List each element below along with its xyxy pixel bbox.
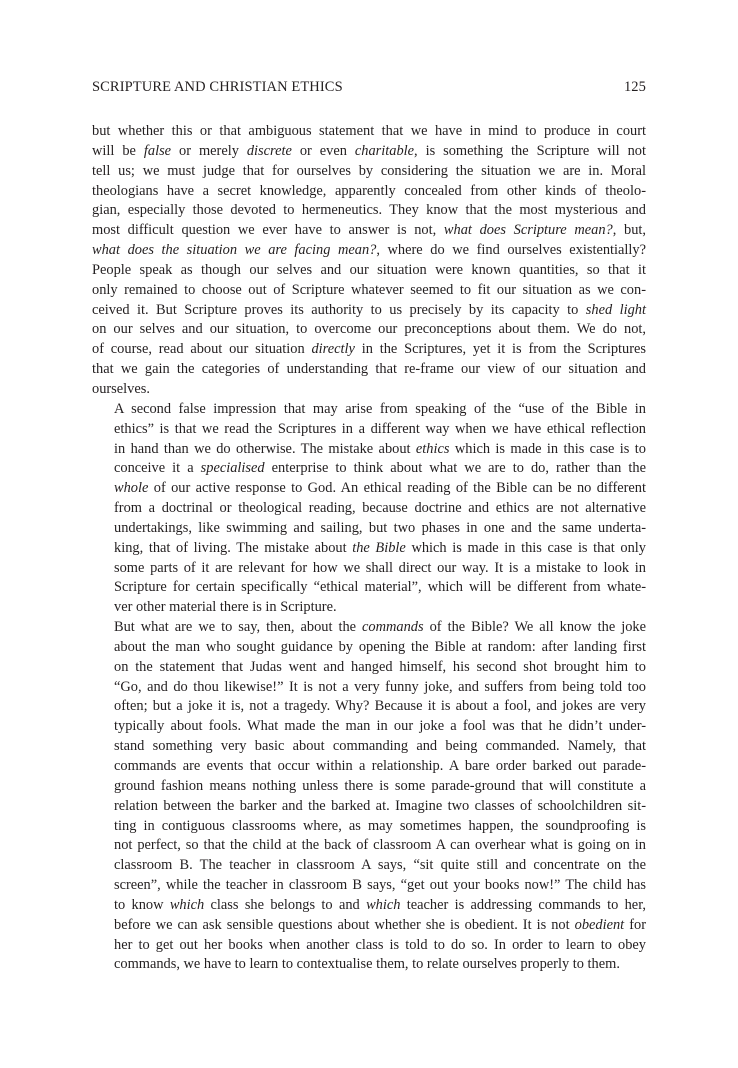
text-line: some parts of it are relevant for how we shall direct our way. It is a mistake to look in (114, 559, 646, 576)
text-line: commands are events that occur within a relationship. A bare order barked out parade- (114, 758, 646, 774)
text-line: theologians have a secret knowledge, apparently concealed from other kinds of theolo- (92, 182, 646, 199)
text-line: but whether this or that ambiguous statement that we have in mind to produce in court (92, 123, 646, 139)
italic-text: whole (114, 480, 149, 497)
text-line: not perfect, so that the child at the back of classroom A can overhear what is going on in (114, 837, 646, 854)
running-head-title: SCRIPTURE AND CHRISTIAN ETHICS (92, 79, 343, 95)
text-line: gian, especially those devoted to hermeneutics. They know that the most mysterious and (92, 202, 646, 219)
text-line: most difficult question we ever have to answer is not, what does Scripture mean?, but, (92, 222, 646, 239)
italic-text: which (366, 896, 401, 913)
text-line: relation between the barker and the barked at. Imagine two classes of schoolchildren sit- (114, 797, 646, 814)
text-line: king, that of living. The mistake about the Bible which is made in this case is that only (114, 539, 646, 556)
text-line: People speak as though our selves and our situation were known quantities, so that it (92, 261, 646, 278)
text-line: on our selves and our situation, to overcome our preconceptions about them. We do not, (92, 321, 646, 338)
text-line: to know which class she belongs to and which teacher is addressing commands to her, (114, 896, 647, 913)
text-line: ethics” is that we read the Scriptures in a different way when we have ethical reflection (114, 420, 646, 437)
running-head (92, 79, 646, 96)
text-line: tell us; we must judge that for ourselves by considering the situation we are in. Moral (92, 162, 646, 179)
text-line: A second false impression that may arise from speaking of the “use of the Bible in (114, 400, 646, 417)
text-line: her to get out her books when another class is told to do so. In order to learn to obey (114, 936, 646, 953)
text-line: ting in contiguous classrooms where, as may sometimes happen, the soundproofing is (114, 817, 646, 834)
text-line: ground fashion means nothing unless there is some parade-ground that will constitute a (114, 777, 646, 794)
italic-text: the Bible (352, 539, 406, 556)
paragraph (92, 122, 646, 400)
italic-text: obedient (574, 916, 625, 933)
italic-text: what does Scripture mean? (443, 222, 613, 239)
text-line: of course, read about our situation directly in the Scriptures, yet it is from the Scriptures (92, 341, 646, 358)
italic-text: specialised (200, 460, 265, 477)
text-line: screen”, while the teacher in classroom B says, “get out your books now!” The child has (114, 877, 646, 894)
text-line: But what are we to say, then, about the commands of the Bible? We all know the joke (114, 619, 646, 636)
italic-text: directly (311, 341, 355, 358)
italic-text: discrete (246, 142, 292, 159)
text-line: typically about fools. What made the man in our joke a fool was that he didn’t under- (114, 718, 646, 735)
page-number: 125 (623, 79, 646, 95)
text-line: from a doctrinal or theological reading, because doctrine and ethics are not alternative (114, 500, 646, 517)
text-line: commands, we have to learn to contextualise them, to relate ourselves properly to them. (114, 956, 620, 973)
text-line: undertakings, like swimming and sailing, but two phases in one and the same underta- (114, 519, 646, 536)
text-line: only remained to choose out of Scripture whatever seemed to fit our situation as we con- (92, 281, 646, 298)
body-text (92, 122, 646, 975)
text-line: ourselves. (92, 380, 150, 397)
paragraph (92, 400, 646, 618)
text-line: conceive it a specialised enterprise to think about what we are to do, rather than the (114, 460, 646, 477)
italic-text: shed light (585, 301, 646, 318)
text-line: stand something very basic about commanding and being commanded. Namely, that (114, 738, 646, 755)
text-line: on the statement that Judas went and hanged himself, his second shot brought him to (114, 658, 646, 675)
italic-text: false (143, 142, 172, 159)
italic-text: charitable (354, 142, 415, 159)
italic-text: ethics (415, 440, 450, 457)
text-line: ver other material there is in Scripture. (114, 599, 337, 616)
text-line: ceived it. But Scripture proves its authority to us precisely by its capacity to shed light (92, 301, 646, 318)
italic-text: what does the situation we are facing mean? (92, 242, 377, 259)
text-line: whole of our active response to God. An ethical reading of the Bible can be no different (114, 480, 646, 497)
text-line: “Go, and do thou likewise!” It is not a very funny joke, and suffers from being told too (114, 678, 646, 695)
text-line: in hand than we do otherwise. The mistake about ethics which is made in this case is to (114, 440, 646, 457)
text-line: about the man who sought guidance by opening the Bible at random: after landing first (114, 638, 646, 655)
text-line: before we can ask sensible questions about whether she is obedient. It is not obedient for (114, 916, 646, 933)
paragraph (92, 618, 646, 975)
italic-text: commands (362, 619, 424, 636)
text-line: classroom B. The teacher in classroom A says, “sit quite still and concentrate on the (114, 857, 646, 874)
text-line: often; but a joke it is, not a tragedy. Why? Because it is about a fool, and jokes are very (114, 698, 646, 715)
text-line: that we gain the categories of understanding that re-frame our view of our situation and (92, 361, 646, 378)
text-line: what does the situation we are facing mean?, where do we find ourselves existentially? (92, 242, 646, 259)
text-line: Scripture for certain specifically “ethical material”, which will be different from whate- (114, 579, 646, 596)
text-line: will be false or merely discrete or even charitable, is something the Scripture will not (92, 142, 646, 159)
italic-text: which (169, 896, 205, 913)
